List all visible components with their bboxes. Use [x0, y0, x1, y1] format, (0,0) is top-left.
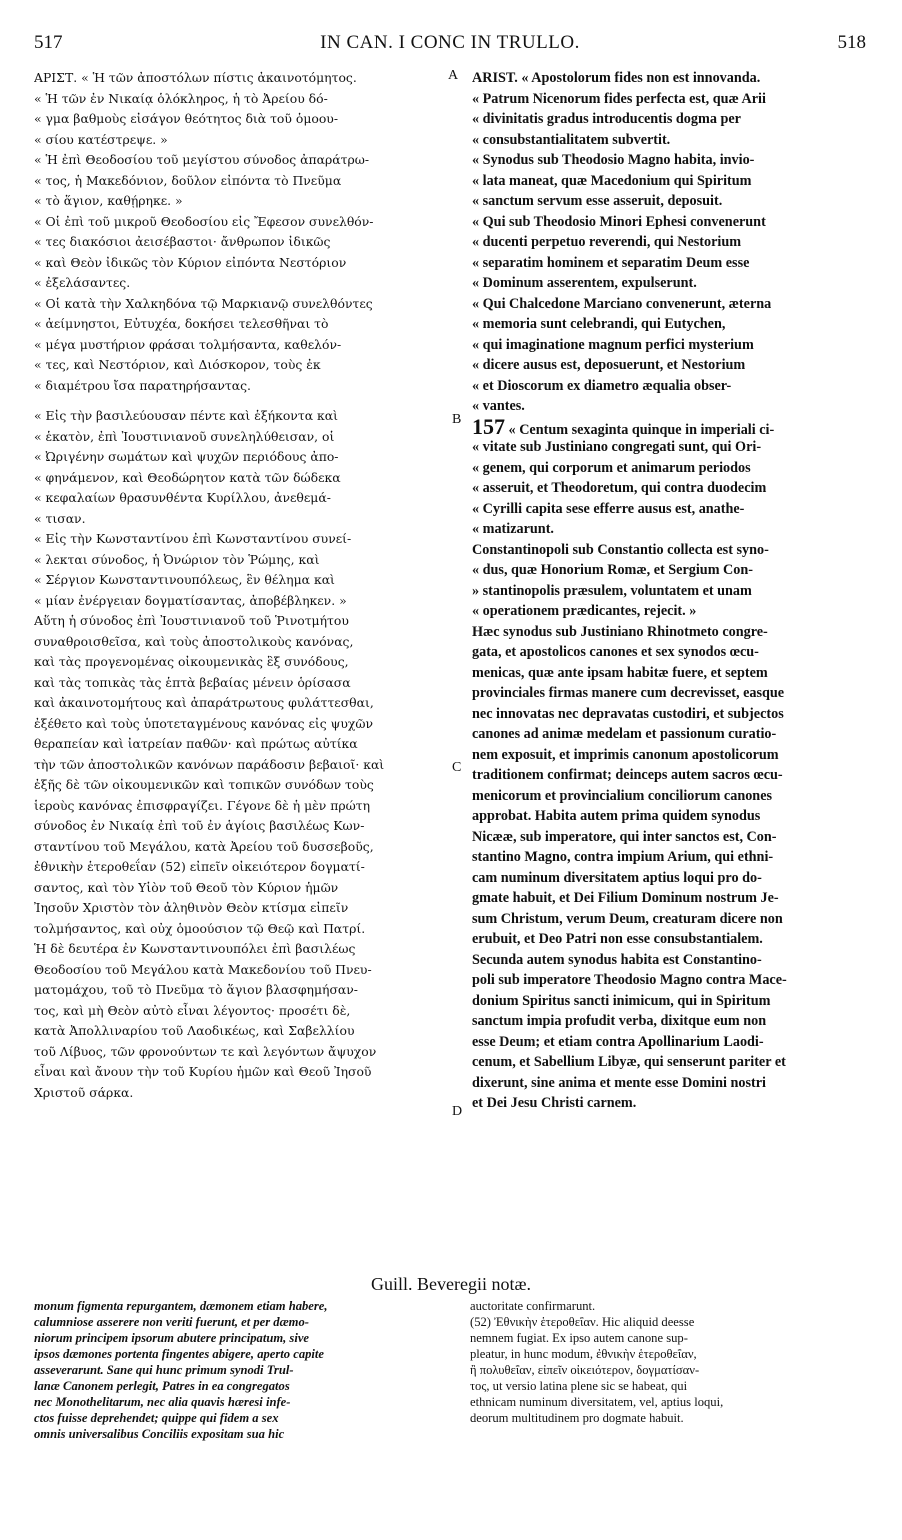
latin-text-line: Nicææ, sub imperatore, qui inter sanctos est, Con- [472, 828, 777, 845]
latin-text-line: « et Dioscorum ex diametro æqualia obser- [472, 377, 732, 394]
latin-text-line: stantino Magno, contra impium Arium, qui ethni- [472, 849, 774, 865]
note-line: τος, ut versio latina plene sic se habeat, qui [470, 1379, 688, 1393]
latin-text-line: cam numinum diversitatem aptius loqui pro do- [472, 869, 762, 886]
latin-text-line: erubuit, et Deo Patri non esse consubstantialem. [472, 931, 763, 947]
note-line: omnis universalibus Conciliis expositam sua hic [34, 1427, 285, 1441]
note-line: pleatur, in hunc modum, ἐθνικὴν ἑτεροθεΐαν, [470, 1347, 697, 1361]
greek-text-line: ΑΡΙΣΤ. « Ἡ τῶν ἀποστόλων πίστις ἀκαινοτόμητος. [34, 70, 357, 85]
latin-text-line: « separatim hominem et separatim Deum esse [472, 254, 750, 271]
greek-text-line: « Ἡ τῶν ἐν Νικαίᾳ ὁλόκληρος, ἡ τὸ Ἀρείου δό- [34, 90, 328, 106]
note-line: auctoritate confirmarunt. [470, 1299, 596, 1313]
note-line: (52) Ἐθνικὴν ἑτεροθεΐαν. Hic aliquid deesse [470, 1315, 695, 1329]
latin-text-line: cenum, et Sabellium Libyæ, qui senserunt pariter et [472, 1054, 786, 1070]
note-line: deorum multitudinem pro dogmate habuit. [470, 1411, 684, 1425]
latin-text-line: nec innovatas nec depravatas custodiri, et subjectos [472, 705, 784, 722]
greek-text-line: « ἐξελάσαντες. [34, 275, 131, 290]
latin-text-line: « dus, quæ Honorium Romæ, et Sergium Con- [472, 562, 754, 578]
greek-text-line: « λεκται σύνοδος, ἡ Ὀνώριον τὸν Ῥώμης, καὶ [34, 551, 320, 567]
latin-text-line: approbat. Habita autem prima quidem synodus [472, 808, 761, 824]
greek-text-line: « τες διακόσιοι ἀεισέβαστοι· ἄνθρωπον ἰδικῶς [34, 234, 331, 249]
note-line: nemnem fugiat. Ex ipso autem canone sup- [470, 1331, 688, 1345]
latin-text-line: » stantinopolis præsulem, voluntatem et unam [472, 582, 752, 599]
latin-text-line: sanctum impia profudit verba, dixitque eum non [472, 1013, 767, 1029]
running-title: IN CAN. I CONC IN TRULLO. [320, 32, 580, 53]
greek-text-line: εἶναι καὶ ἄνουν τὴν τοῦ Κυρίου ἡμῶν καὶ Θεοῦ Ἰησοῦ [34, 1064, 372, 1079]
greek-text-line: « τες, καὶ Νεστόριον, καὶ Διόσκορον, τοὺς ἐκ [34, 357, 321, 372]
greek-text-line: τοῦ Λίβυος, τῶν φρονούντων τε καὶ λεγόντων ἄψυχον [34, 1043, 377, 1059]
note-line: nec Monothelitarum, nec alia quavis hæresi infe- [34, 1395, 291, 1409]
greek-text-column [34, 68, 448, 1103]
note-line: monum figmenta repurgantem, dæmonem etiam habere, [34, 1299, 328, 1313]
greek-text-line: σταντίνου τοῦ Μεγάλου, κατὰ Ἀρείου τοῦ δυσσεβοῦς, [34, 838, 374, 854]
latin-text-line: « Qui Chalcedone Marciano convenerunt, æterna [472, 295, 772, 312]
greek-text-line: « Σέργιον Κωνσταντινουπόλεως, ἓν θέλημα καὶ [34, 572, 335, 587]
greek-text-line: συναθροισθεῖσα, καὶ τοὺς ἀποστολικοὺς κανόνας, [34, 633, 354, 649]
note-line: ἢ πολυθεΐαν, εἰπεῖν οἰκειότερον, δογματίσαν- [470, 1363, 700, 1377]
greek-text-line: ἐξῆς δὲ τῶν οἰκουμενικῶν καὶ τοπικῶν συνόδων τοὺς [34, 777, 374, 792]
latin-text-line: « asseruit, et Theodoretum, qui contra duodecim [472, 480, 767, 496]
greek-text-line: Θεοδοσίου τοῦ Μεγάλου κατὰ Μακεδονίου τοῦ Πνευ- [34, 961, 372, 977]
note-line: asseverarunt. Sane qui hunc primum synodi Trul- [34, 1363, 294, 1377]
greek-text-line: καὶ τὰς τοπικὰς τὰς ἑπτὰ βεβαίας μένειν ὁρίσασα [34, 674, 351, 690]
latin-text-line: « ducenti perpetuo reverendi, qui Nestorium [472, 234, 742, 250]
latin-text-line: « Cyrilli capita sese efferre ausus est, anathe- [472, 500, 745, 517]
greek-text-line: Χριστοῦ σάρκα. [34, 1084, 134, 1100]
greek-text-line: σύνοδος ἐν Νικαίᾳ ἐπὶ τοῦ ἐν ἁγίοις βασιλέως Κων- [34, 818, 365, 833]
latin-text-line: ARIST. « Apostolorum fides non est innovanda. [472, 70, 761, 86]
latin-text-line: « operationem prædicantes, rejecit. » [472, 603, 697, 619]
margin-letter-c: C [452, 760, 462, 775]
latin-text-line: « divinitatis gradus introducentis dogma per [472, 111, 741, 127]
latin-text-line: « vantes. [472, 398, 525, 414]
paragraph-gap [34, 396, 448, 406]
greek-text-line: « Οἱ κατὰ τὴν Χαλκηδόνα τῷ Μαρκιανῷ συνελθόντες [34, 295, 373, 311]
note-line: niorum principem ipsorum abutere principatum, sive [34, 1331, 309, 1345]
greek-text-line: « καὶ Θεὸν ἰδικῶς τὸν Κύριον εἰπόντα Νεστόριον [34, 254, 347, 270]
page-header [34, 32, 866, 56]
page-number-left: 517 [34, 32, 63, 53]
greek-text-line: Ἰησοῦν Χριστὸν τὸν ἀληθινὸν Θεὸν κτίσμα εἰπεῖν [34, 900, 349, 915]
greek-text-line: « Εἰς τὴν Κωνσταντίνου ἐπὶ Κωνσταντίνου συνεί- [34, 531, 352, 546]
latin-text-line: « vitate sub Justiniano congregati sunt, qui Ori- [472, 439, 762, 455]
greek-text-line: « Ὠριγένην σωμάτων καὶ ψυχῶν περιόδους ἀπο- [34, 449, 339, 464]
note-line: ipsos dæmones portenta fingentes abigere, aperto capite [34, 1347, 324, 1361]
greek-text-line: « διαμέτρου ἴσα παρατηρήσαντας. [34, 377, 251, 393]
latin-text-line: et Dei Jesu Christi carnem. [472, 1095, 637, 1111]
latin-text-line: menicorum et provincialium conciliorum canones [472, 787, 773, 804]
greek-text-line: « ἑκατὸν, ἐπὶ Ἰουστινιανοῦ συνεληλύθεισαν, οἱ [34, 428, 335, 444]
latin-text-line: traditionem confirmat; deinceps autem sacros œcu- [472, 767, 783, 783]
latin-text-line: esse Deum; et etiam contra Apollinarium Laodi- [472, 1033, 764, 1050]
greek-text-line: « Οἱ ἐπὶ τοῦ μικροῦ Θεοδοσίου εἰς Ἔφεσον συνελθόν- [34, 213, 374, 229]
latin-text-line: donium Spiritus sancti inimicum, qui in Spiritum [472, 992, 771, 1009]
latin-text-line: « qui imaginatione magnum perfici mysterium [472, 336, 754, 353]
margin-letter-a: A [448, 68, 459, 83]
greek-text-line: « Ἡ ἐπὶ Θεοδοσίου τοῦ μεγίστου σύνοδος ἀπαράτρω- [34, 152, 370, 167]
latin-text-line: menicas, quæ ante ipsam habitæ fuere, et septem [472, 664, 768, 681]
latin-text-line: provinciales firmas manere cum decrevisset, easque [472, 685, 785, 701]
latin-text-line: nem exposuit, et imprimis canonum apostolicorum [472, 746, 779, 763]
notes-left-column [34, 1298, 454, 1442]
notes-right-column [470, 1298, 870, 1426]
latin-text-line: « genem, qui corporum et animarum periodos [472, 459, 751, 476]
greek-text-line: τος, καὶ μὴ Θεὸν αὐτὸ εἶναι λέγοντος· προσέτι δὲ, [34, 1002, 351, 1018]
greek-text-line: « μέγα μυστήριον φράσαι τολμήσαντα, καθελόν- [34, 336, 342, 352]
latin-text-line: « matizarunt. [472, 521, 554, 537]
greek-text-line: ἱεροὺς κανόνας ἐπισφραγίζει. Γέγονε δὲ ἡ μὲν πρώτη [34, 797, 371, 813]
latin-text-line: « consubstantialitatem subvertit. [472, 131, 671, 148]
latin-text-line: sum Christum, verum Deum, creaturam dicere non [472, 910, 783, 927]
page-number-right: 518 [837, 32, 866, 53]
latin-text-line: Constantinopoli sub Constantio collecta est syno- [472, 541, 769, 558]
greek-text-line: τὴν τῶν ἀποστολικῶν κανόνων παράδοσιν βεβαιοῖ· καὶ [34, 756, 385, 772]
latin-text-line: Secunda autem synodus habita est Constantino- [472, 951, 762, 968]
note-line: calumniose asserere non veriti fuerunt, et per dæmo- [34, 1315, 309, 1329]
greek-text-line: « φηνάμενον, καὶ Θεοδώρητον κατὰ τῶν δώδεκα [34, 469, 341, 485]
latin-text-line: « Dominum asserentem, expulserunt. [472, 275, 697, 291]
latin-text-line: gata, et apostolicos canones et sex synodos œcu- [472, 644, 759, 660]
greek-text-line: « τὸ ἅγιον, καθῄρηκε. » [34, 193, 183, 208]
greek-text-line: ἐξέθετο καὶ τοὺς ὑποτεταγμένους κανόνας εἰς ψυχῶν [34, 715, 374, 731]
greek-text-line: ματομάχου, τοῦ τὸ Πνεῦμα τὸ ἅγιον βλασφημήσαν- [34, 982, 358, 997]
greek-text-line: « σίου κατέστρεψε. » [34, 131, 168, 147]
latin-text-line: « dicere ausus est, deposuerunt, et Nestorium [472, 357, 746, 373]
latin-text-line: poli sub imperatore Theodosio Magno contra Mace- [472, 972, 787, 988]
latin-text-line: « memoria sunt celebrandi, qui Eutychen, [472, 316, 726, 332]
latin-text-line: Hæc synodus sub Justiniano Rhinotmeto congre- [472, 623, 768, 640]
greek-text-line: καὶ τὰς προγενομένας οἰκουμενικὰς ἓξ συνόδους, [34, 654, 349, 669]
section-number: 157 [472, 416, 505, 437]
latin-text-column [472, 68, 868, 1114]
greek-text-line: « γμα βαθμοὺς εἰσάγον θεότητος διὰ τοῦ ὁμοου- [34, 111, 339, 126]
greek-text-line: « τισαν. [34, 510, 86, 526]
margin-letter-d: D [452, 1104, 463, 1119]
note-line: ethnicam numinum diversitatem, vel, aptius loqui, [470, 1395, 724, 1409]
greek-text-line: σαντος, καὶ τὸν Υἱὸν τοῦ Θεοῦ τὸν Κύριον ἡμῶν [34, 879, 339, 895]
greek-text-line: « τος, ἡ Μακεδόνιον, δοῦλον εἰπόντα τὸ Πνεῦμα [34, 172, 342, 188]
greek-text-line: « κεφαλαίων θρασυνθέντα Κυρίλλου, ἀνεθεμά- [34, 490, 331, 505]
greek-text-line: θεραπείαν καὶ ἰατρείαν παθῶν· καὶ πρώτως αὐτίκα [34, 736, 358, 751]
latin-text-line: « sanctum servum esse asseruit, deposuit. [472, 193, 723, 209]
latin-text-line: « Qui sub Theodosio Minori Ephesi convenerunt [472, 213, 766, 230]
notes-title: Guill. Beveregii notæ. [371, 1274, 531, 1294]
greek-text-line: κατὰ Ἀπολλιναρίου τοῦ Λαοδικέως, καὶ Σαβελλίου [34, 1023, 355, 1038]
latin-text-line: « Synodus sub Theodosio Magno habita, invio- [472, 152, 755, 168]
greek-text-line: Αὕτη ἡ σύνοδος ἐπὶ Ἰουστινιανοῦ τοῦ Ῥινοτμήτου [34, 613, 349, 628]
note-line: lanæ Canonem perlegit, Patres in ea congregatos [34, 1379, 290, 1393]
greek-text-line: « ἀείμνηστοι, Εὐτυχέα, δοκήσει τελεσθῆναι τὸ [34, 316, 329, 331]
greek-text-line: « μίαν ἐνέργειαν δογματίσαντας, ἀποβέβληκεν. » [34, 592, 347, 608]
greek-text-line: « Εἰς τὴν βασιλεύουσαν πέντε καὶ ἑξήκοντα καὶ [34, 408, 338, 423]
greek-text-line: ἐθνικὴν ἑτεροθεΐαν (52) εἰπεῖν οἰκειότερον δογματί- [34, 859, 365, 874]
margin-letter-b: B [452, 412, 462, 427]
latin-text-line: gmate habuit, et Dei Filium Dominum nostrum Je- [472, 890, 779, 906]
note-line: ctos fuisse deprehendet; quippe qui fidem a sex [34, 1411, 279, 1425]
latin-text-line: dixerunt, sine anima et mente esse Domini nostri [472, 1074, 766, 1091]
greek-text-line: καὶ ἀκαινοτομήτους καὶ ἀπαράτρωτους φυλάττεσθαι, [34, 695, 374, 710]
latin-text-line: « lata maneat, quæ Macedonium qui Spiritum [472, 172, 752, 189]
greek-text-line: Ἡ δὲ δευτέρα ἐν Κωνσταντινουπόλει ἐπὶ βασιλέως [34, 941, 356, 956]
latin-text-line: canones ad animæ medelam et passionum curatio- [472, 726, 777, 742]
greek-text-line: τολμήσαντος, καὶ οὐχ ὁμοούσιον τῷ Θεῷ καὶ Πατρί. [34, 920, 366, 936]
latin-text-line: 157 « Centum sexaginta quinque in imperiali ci- [472, 417, 868, 438]
latin-text-line: « Patrum Nicenorum fides perfecta est, quæ Arii [472, 90, 766, 107]
